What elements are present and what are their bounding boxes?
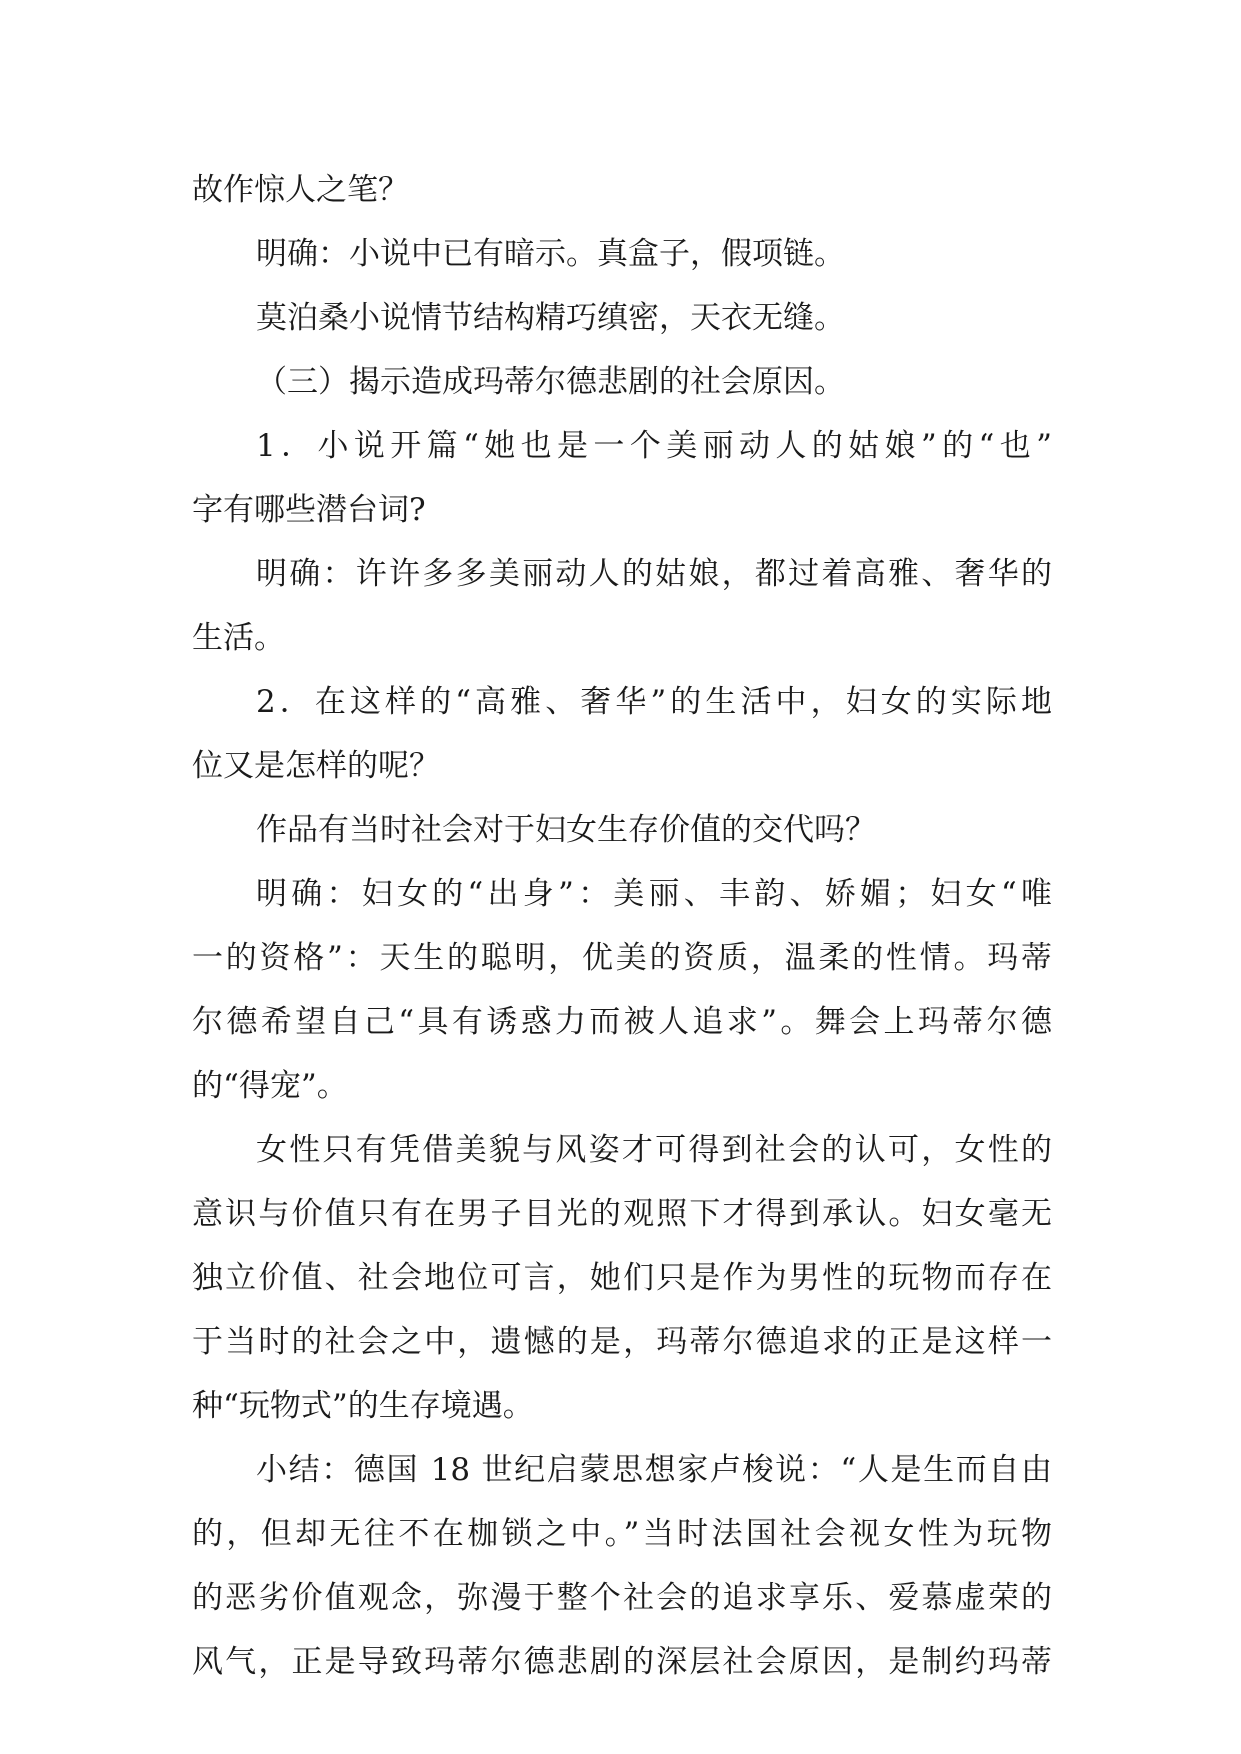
text-line: 明确：许许多多美丽动人的姑娘，都过着高雅、奢华的 bbox=[256, 556, 1052, 592]
text-line: 的恶劣价值观念，弥漫于整个社会的追求享乐、爱慕虚荣的 bbox=[192, 1580, 1052, 1616]
text-line: 意识与价值只有在男子目光的观照下才得到承认。妇女毫无 bbox=[192, 1196, 1052, 1232]
text-line: 1．小说开篇“她也是一个美丽动人的姑娘”的“也” bbox=[256, 428, 1052, 464]
text-line: 莫泊桑小说情节结构精巧缜密，天衣无缝。 bbox=[256, 300, 845, 336]
text-line: 的，但却无往不在枷锁之中。”当时法国社会视女性为玩物 bbox=[192, 1516, 1052, 1552]
text-line: 生活。 bbox=[192, 620, 285, 656]
text-line: 明确：妇女的“出身”：美丽、丰韵、娇媚；妇女“唯 bbox=[256, 876, 1052, 912]
text-line: 独立价值、社会地位可言，她们只是作为男性的玩物而存在 bbox=[192, 1260, 1052, 1296]
text-line: 的“得宠”。 bbox=[192, 1068, 348, 1104]
text-line: 风气，正是导致玛蒂尔德悲剧的深层社会原因，是制约玛蒂 bbox=[192, 1644, 1052, 1680]
text-line: 字有哪些潜台词? bbox=[192, 492, 426, 528]
text-line: 一的资格”：天生的聪明，优美的资质，温柔的性情。玛蒂 bbox=[192, 940, 1052, 976]
text-line: 故作惊人之笔？ bbox=[192, 172, 409, 208]
document-page bbox=[192, 158, 1052, 1694]
text-line: 小结：德国 18 世纪启蒙思想家卢梭说：“人是生而自由 bbox=[256, 1452, 1052, 1488]
text-line: 2．在这样的“高雅、奢华”的生活中，妇女的实际地 bbox=[256, 684, 1052, 720]
text-line: 作品有当时社会对于妇女生存价值的交代吗？ bbox=[256, 812, 876, 848]
text-line: 种“玩物式”的生存境遇。 bbox=[192, 1388, 534, 1424]
text-line: 尔德希望自己“具有诱惑力而被人追求”。舞会上玛蒂尔德 bbox=[192, 1004, 1052, 1040]
text-line: 于当时的社会之中，遗憾的是，玛蒂尔德追求的正是这样一 bbox=[192, 1324, 1052, 1360]
text-line: 女性只有凭借美貌与风姿才可得到社会的认可，女性的 bbox=[256, 1132, 1052, 1168]
text-line: （三）揭示造成玛蒂尔德悲剧的社会原因。 bbox=[256, 364, 845, 400]
text-line: 明确：小说中已有暗示。真盒子，假项链。 bbox=[256, 236, 845, 272]
text-line: 位又是怎样的呢？ bbox=[192, 748, 440, 784]
